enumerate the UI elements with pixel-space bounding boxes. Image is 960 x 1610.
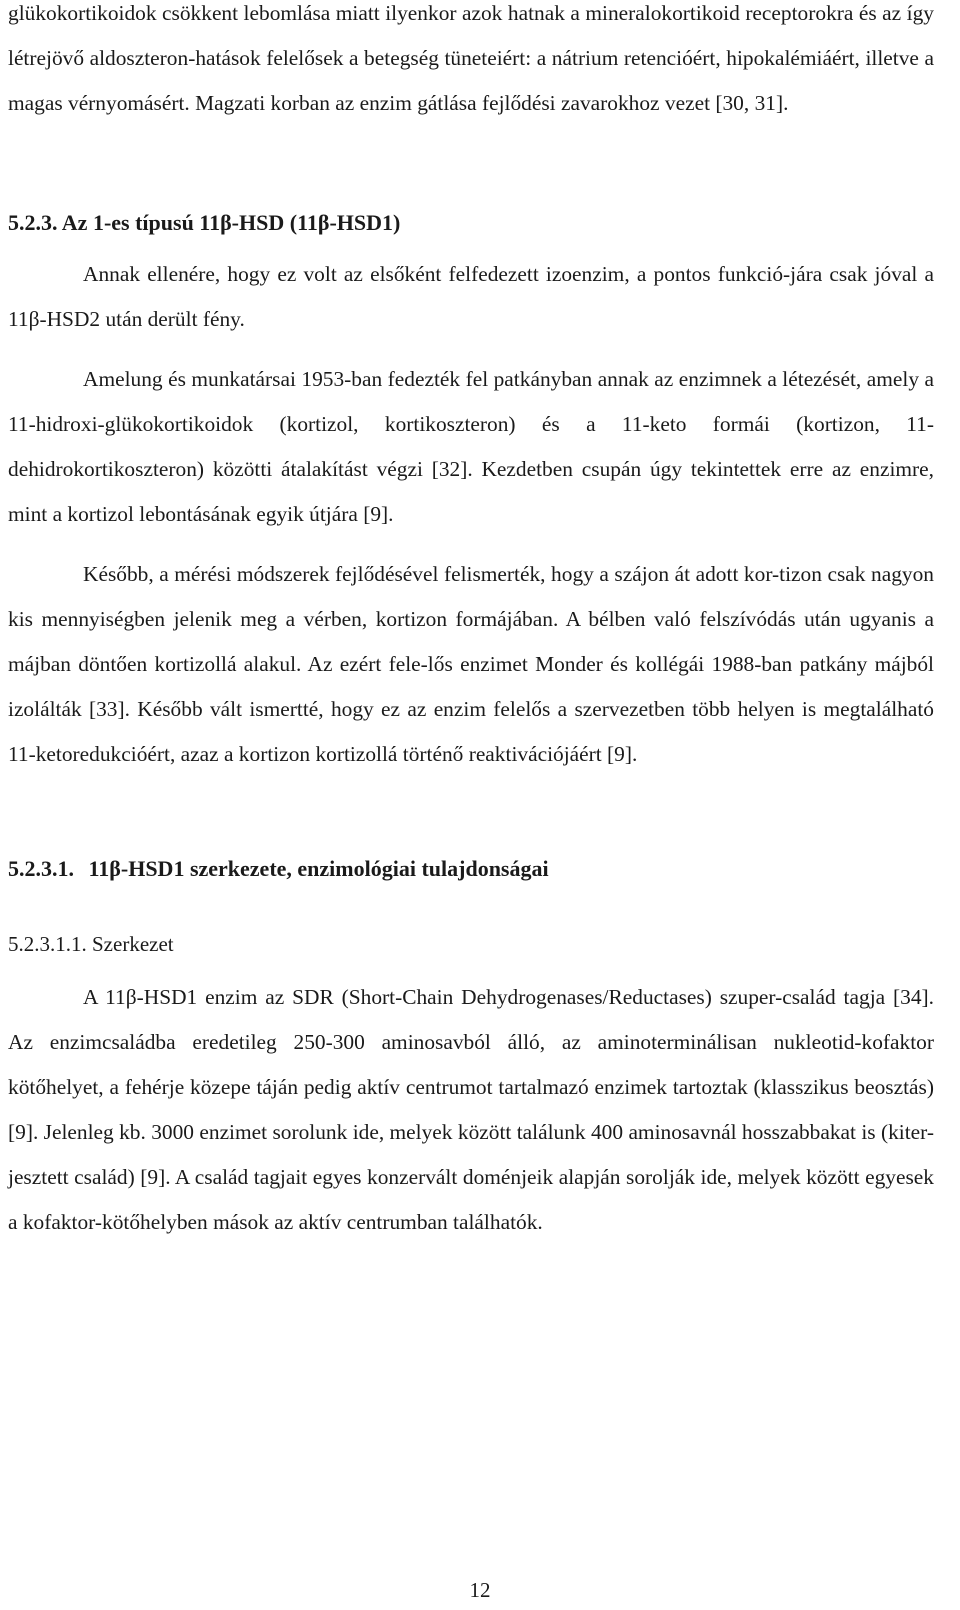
- paragraph-sdr-superfamily: A 11β-HSD1 enzim az SDR (Short-Chain Dehydrogenases/Reductases) szuper-család tagja [34]. Az enzimcsaládba eredetileg 250-300 aminosavból álló, az aminoterminálisan nukleotid-kofaktor kötőhelyet, a fehérje közepe táján pedig aktív centrumot tartalmazó enzimek tartoztak (klasszikus beosztás) [9]. Jelenleg kb. 3000 enzimet sorolunk ide, melyek között találunk 400 aminosavnál hosszabbakat is (kiter-jesztett család) [9]. A család tagjait egyes konzervált doménjeik alapján sorolják ide, melyek között egyesek a kofaktor-kötőhelyben mások az aktív centrumban találhatók.: [8, 985, 934, 1234]
- page-number: 12: [469, 1578, 491, 1602]
- section-number: 5.2.3.: [8, 210, 58, 235]
- section-heading-5-2-3-1: [8, 856, 549, 882]
- section-title: Szerkezet: [92, 932, 174, 956]
- paragraph-amelung: Amelung és munkatársai 1953-ban fedezték fel patkányban annak az enzimnek a létezését, amely a 11-hidroxi-glükokortikoidok (kortizol, kortikoszteron) és a 11-keto formái (kortizon, 11-dehidrokortikoszteron) közötti átalakítást végzi [32]. Kezdetben csupán úgy tekintettek erre az enzimre, mint a kortizol lebontásának egyik útjára [9].: [8, 367, 934, 526]
- paragraph-intro-continuation: glükokortikoidok csökkent lebomlása miatt ilyenkor azok hatnak a mineralokortikoid receptorokra és az így létrejövő aldoszteron-hatások felelősek a betegség tüneteiért: a nátrium retencióért, hipokalémiáért, illetve a magas vérnyomásért. Magzati korban az enzim gátlása fejlődési zavarokhoz vezet [30, 31].: [8, 1, 934, 115]
- section-number: 5.2.3.1.1.: [8, 932, 87, 956]
- paragraph-later-methods: Később, a mérési módszerek fejlődésével felismerték, hogy a szájon át adott kor-tizon csak nagyon kis mennyiségben jelenik meg a vérben, kortizon formájában. A bélben való felszívódás után ugyanis a májban döntően kortizollá alakul. Az ezért fele-lős enzimet Monder és kollégái 1988-ban patkány májból izolálták [33]. Később vált ismertté, hogy ez az enzim felelős a szervezetben több helyen is megtalálható 11-ketoredukcióért, azaz a kortizon kortizollá történő reaktivációjáért [9].: [8, 562, 934, 766]
- section-heading-5-2-3-1-1: [8, 932, 174, 957]
- section-heading-5-2-3: [8, 210, 400, 236]
- section-title: Az 1-es típusú 11β-HSD (11β-HSD1): [61, 210, 401, 235]
- section-number: 5.2.3.1.: [8, 856, 74, 881]
- paragraph-function-discovery: Annak ellenére, hogy ez volt az elsőként felfedezett izoenzim, a pontos funkció-jára csak jóval a 11β-HSD2 után derült fény.: [8, 262, 934, 331]
- section-title: 11β-HSD1 szerkezete, enzimológiai tulajdonságai: [88, 856, 549, 881]
